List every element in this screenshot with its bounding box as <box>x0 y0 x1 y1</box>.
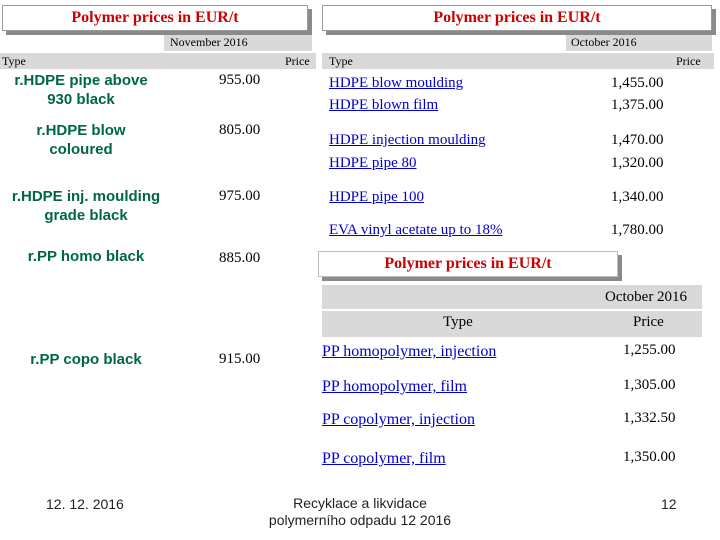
left-row-type: r.HDPE blow coloured <box>36 122 126 158</box>
pp-row-type: PP copolymer, film <box>322 450 446 467</box>
footer-caption-line1: Recyklace a likvidace <box>293 495 427 511</box>
left-table-title: Polymer prices in EUR/t <box>2 5 308 31</box>
pp-col-price: Price <box>633 314 664 330</box>
pp-table-title: Polymer prices in EUR/t <box>318 251 618 277</box>
left-row-type: r.HDPE inj. moulding grade black <box>11 188 161 224</box>
left-row-type: r.HDPE pipe above 930 black <box>14 72 148 108</box>
left-header-band <box>0 53 316 69</box>
page-number: 12 <box>661 496 677 512</box>
footer-caption-line2: polymerního odpadu 12 2016 <box>268 512 452 528</box>
right-row-price: 1,320.00 <box>611 155 664 171</box>
left-row-price: 885.00 <box>219 250 261 266</box>
pp-row-price: 1,332.50 <box>623 410 676 426</box>
left-col-price: Price <box>285 54 310 68</box>
pp-row-price: 1,350.00 <box>623 449 676 465</box>
right-row-price: 1,375.00 <box>611 97 664 113</box>
pp-row-type: PP copolymer, injection <box>322 411 475 428</box>
pp-row-price: 1,305.00 <box>623 377 676 393</box>
right-header-band <box>322 53 714 69</box>
left-row-type: r.PP homo black <box>27 248 145 265</box>
right-table-title: Polymer prices in EUR/t <box>322 5 712 31</box>
footer-caption <box>240 495 480 529</box>
right-col-type: Type <box>329 54 353 68</box>
right-row-price: 1,470.00 <box>611 132 664 148</box>
right-col-price: Price <box>676 54 701 68</box>
right-row-type: HDPE injection moulding <box>329 132 486 148</box>
left-row-price: 975.00 <box>219 188 261 204</box>
right-row-type: HDPE blow moulding <box>329 75 464 91</box>
right-row-type: HDPE pipe 100 <box>329 189 424 205</box>
right-row-price: 1,455.00 <box>611 75 664 91</box>
left-row-price: 955.00 <box>219 72 261 88</box>
right-row-type: HDPE pipe 80 <box>329 155 417 171</box>
right-row-price: 1,780.00 <box>611 222 664 238</box>
right-row-price: 1,340.00 <box>611 189 664 205</box>
pp-row-price: 1,255.00 <box>623 342 676 358</box>
left-row-price: 915.00 <box>219 351 261 367</box>
right-table-date: October 2016 <box>571 35 637 49</box>
left-table-date: November 2016 <box>170 35 248 49</box>
pp-row-type: PP homopolymer, film <box>322 378 467 395</box>
right-row-type: EVA vinyl acetate up to 18% <box>329 222 503 238</box>
pp-col-type: Type <box>443 314 473 330</box>
footer-date: 12. 12. 2016 <box>46 496 124 512</box>
pp-row-type: PP homopolymer, injection <box>322 343 497 360</box>
left-row-type: r.PP copo black <box>30 351 142 368</box>
pp-table-date: October 2016 <box>605 289 688 305</box>
right-row-type: HDPE blown film <box>329 97 439 113</box>
left-col-type: Type <box>2 54 26 68</box>
left-row-price: 805.00 <box>219 122 261 138</box>
